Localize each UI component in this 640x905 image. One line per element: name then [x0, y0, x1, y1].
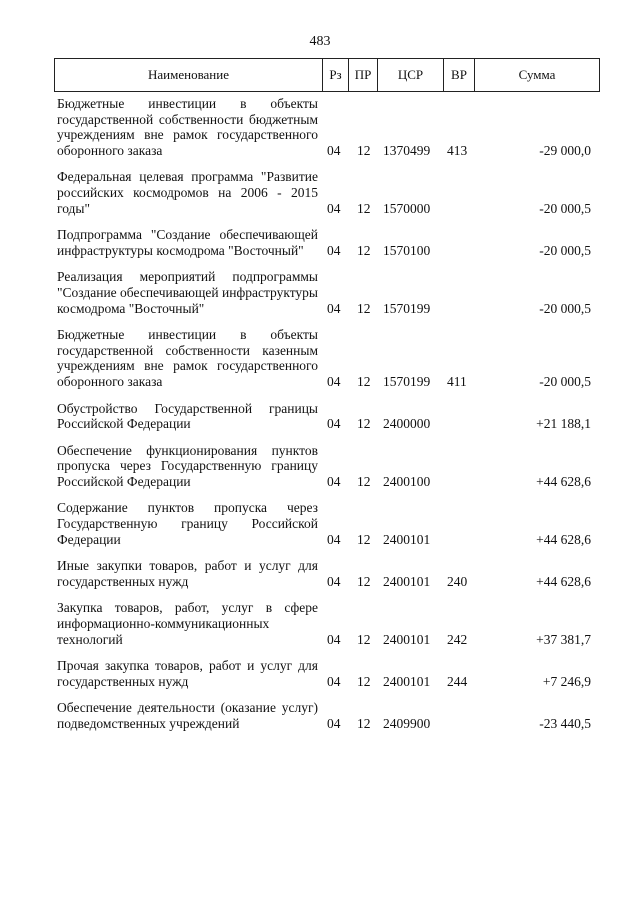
row-rz: 04	[327, 573, 341, 589]
row-rz: 04	[327, 416, 341, 432]
row-csr: 2409900	[383, 716, 431, 731]
table-row	[57, 500, 591, 547]
row-pr: 12	[357, 373, 371, 389]
header-vr: ВР	[444, 59, 475, 91]
table-row	[57, 558, 591, 589]
row-sum: -20 000,5	[539, 300, 591, 316]
row-csr: 1570000	[383, 200, 431, 216]
table-row	[57, 269, 591, 316]
row-name: Иные закупки товаров, работ и услуг для государственных нужд	[57, 558, 318, 589]
row-csr: 2400101	[383, 631, 431, 647]
row-name: Федеральная целевая программа "Развитие российских космодромов на 2006 - 2015 годы"	[57, 169, 318, 216]
row-name: Обеспечение функционирования пунктов пропуска через Государственную границу Российской Федерации	[57, 442, 318, 489]
table-row	[57, 443, 591, 490]
row-rz: 04	[327, 531, 341, 547]
row-rz: 04	[327, 300, 341, 316]
row-name: Подпрограмма "Создание обеспечивающей инфраструктуры космодрома "Восточный"	[57, 227, 318, 258]
row-sum: +37 381,7	[536, 631, 591, 647]
table-row	[57, 700, 591, 731]
row-sum: +44 628,6	[536, 531, 591, 547]
row-sum: +44 628,6	[536, 573, 591, 589]
row-csr: 1570100	[383, 242, 431, 258]
row-sum: -20 000,5	[539, 200, 591, 216]
row-csr: 2400100	[383, 473, 431, 489]
row-name: Закупка товаров, работ, услуг в сфере информационно-коммуникационных технологий	[57, 600, 318, 647]
row-name: Обеспечение деятельности (оказание услуг) подведомственных учреждений	[57, 700, 318, 731]
row-csr: 2400101	[383, 573, 431, 589]
row-sum: +7 246,9	[542, 673, 591, 689]
row-vr: 411	[447, 373, 467, 389]
row-rz: 04	[327, 716, 341, 731]
row-pr: 12	[357, 631, 371, 647]
row-vr: 413	[447, 142, 468, 158]
row-sum: -29 000,0	[539, 142, 591, 158]
row-sum: -20 000,5	[539, 242, 591, 258]
row-csr: 1370499	[383, 142, 431, 158]
table-row	[57, 96, 591, 158]
row-name: Реализация мероприятий подпрограммы "Создание обеспечивающей инфраструктуры космодрома "Восточный"	[57, 269, 318, 316]
row-rz: 04	[327, 373, 341, 389]
header-name: Наименование	[55, 59, 323, 91]
row-rz: 04	[327, 631, 341, 647]
row-pr: 12	[357, 416, 371, 432]
header-csr: ЦСР	[378, 59, 444, 91]
budget-table	[57, 96, 591, 743]
row-name: Бюджетные инвестиции в объекты государственной собственности казенным учреждениям вне рамок государственного оборонного заказа	[57, 327, 318, 389]
row-sum: -20 000,5	[539, 373, 591, 389]
row-sum: -23 440,5	[539, 716, 591, 731]
row-csr: 1570199	[383, 373, 431, 389]
table-row	[57, 169, 591, 216]
row-name: Прочая закупка товаров, работ и услуг для государственных нужд	[57, 658, 318, 689]
row-csr: 2400101	[383, 673, 431, 689]
row-pr: 12	[357, 142, 371, 158]
header-pr: ПР	[349, 59, 378, 91]
row-name: Содержание пунктов пропуска через Государственную границу Российской Федерации	[57, 500, 318, 547]
row-pr: 12	[357, 716, 371, 731]
table-row	[57, 327, 591, 389]
row-csr: 2400000	[383, 416, 431, 432]
row-name: Бюджетные инвестиции в объекты государственной собственности бюджетным учреждениям вне рамок государственного оборонного заказа	[57, 96, 318, 158]
row-pr: 12	[357, 242, 371, 258]
row-pr: 12	[357, 473, 371, 489]
row-pr: 12	[357, 200, 371, 216]
row-pr: 12	[357, 673, 371, 689]
row-pr: 12	[357, 531, 371, 547]
header-sum: Сумма	[518, 67, 556, 82]
row-rz: 04	[327, 142, 341, 158]
row-vr: 240	[447, 573, 468, 589]
row-rz: 04	[327, 242, 341, 258]
table-row	[57, 658, 591, 689]
row-rz: 04	[327, 200, 341, 216]
row-vr: 242	[447, 631, 468, 647]
header-rz: Рз	[323, 59, 349, 91]
table-row	[57, 401, 591, 432]
row-pr: 12	[357, 300, 371, 316]
table-row	[57, 227, 591, 258]
row-rz: 04	[327, 473, 341, 489]
row-rz: 04	[327, 673, 341, 689]
row-csr: 1570199	[383, 300, 431, 316]
page-number: 483	[309, 34, 331, 49]
table-row	[57, 600, 591, 647]
row-sum: +21 188,1	[536, 416, 591, 432]
row-name: Обустройство Государственной границы Российской Федерации	[57, 400, 318, 432]
row-sum: +44 628,6	[536, 473, 591, 489]
row-csr: 2400101	[383, 531, 431, 547]
table-header	[54, 58, 600, 92]
row-pr: 12	[357, 573, 371, 589]
row-vr: 244	[447, 673, 468, 689]
